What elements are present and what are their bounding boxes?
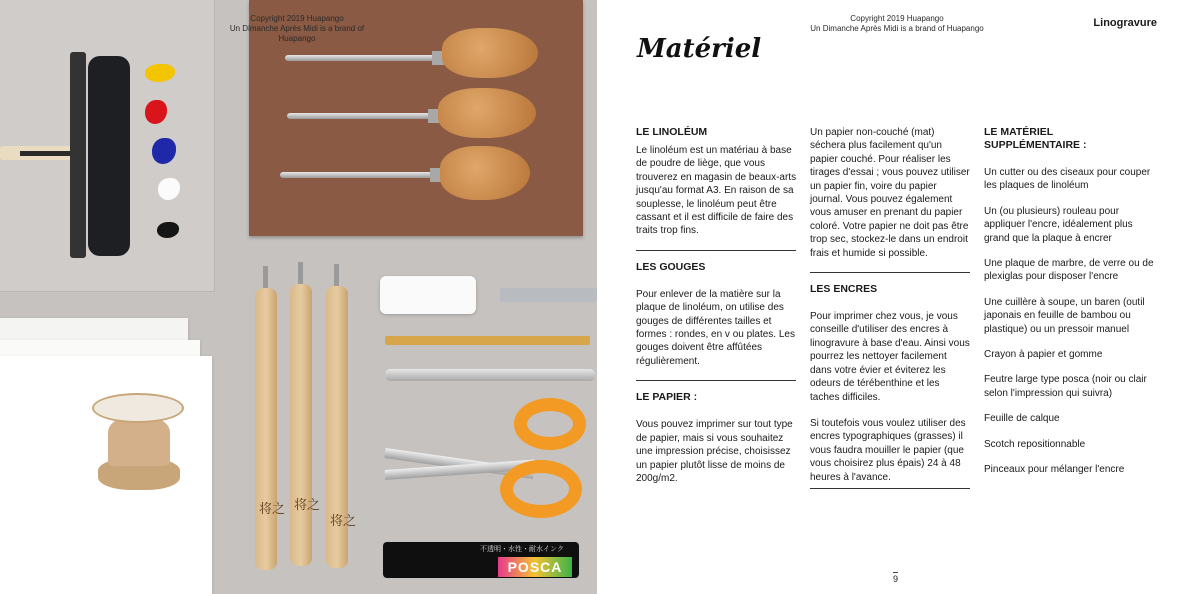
copyright-line: Copyright 2019 Huapango xyxy=(850,14,944,23)
list-item: Un cutter ou des ciseaux pour couper les plaques de linoléum xyxy=(984,167,1151,192)
scalpel xyxy=(385,369,595,381)
section-heading-encres: LES ENCRES xyxy=(810,283,878,296)
carving-tool-tip xyxy=(298,262,303,284)
scissors-handle xyxy=(514,398,586,450)
list-item: Feutre large type posca (noir ou clair selon l'impression qui suivra) xyxy=(984,374,1147,399)
column-1 xyxy=(636,126,798,485)
list-item: Feuille de calque xyxy=(984,413,1060,425)
list-item: Scotch repositionnable xyxy=(984,438,1086,450)
page-title: Matériel xyxy=(637,34,762,64)
copyright-right xyxy=(807,14,987,34)
divider xyxy=(810,272,970,273)
column-2 xyxy=(810,126,970,499)
list-item: Une plaque de marbre, de verre ou de plexiglas pour disposer l'encre xyxy=(984,258,1154,283)
divider xyxy=(636,250,796,251)
gouge-handle xyxy=(438,88,536,138)
list-item: Crayon à papier et gomme xyxy=(984,349,1103,361)
section-heading-materiel: LE MATÉRIEL SUPPLÉMENTAIRE : xyxy=(984,126,1087,151)
section-text-encres: Pour imprimer chez vous, je vous conseille d'utiliser des encres à linogravure à base d'eau. Ainsi vous pourrez les nettoyer facilement dans votre évier et éviterez les odeurs de térébenthine et les taches difficiles. xyxy=(810,311,970,403)
page-number: 9 xyxy=(893,574,899,584)
eraser xyxy=(380,276,476,314)
pen xyxy=(500,288,597,302)
list-item: Une cuillère à soupe, un baren (outil japonais en feuille de bambou ou plastique) ou un pressoir manuel xyxy=(984,296,1145,335)
section-text-papier: Vous pouvez imprimer sur tout type de papier, mais si vous souhaitez une impression précise, choisissez un papier plutôt lisse de moins de 200g/m2. xyxy=(636,419,793,484)
tool-engraving: 将之 xyxy=(330,514,357,529)
copyright-left xyxy=(212,14,382,44)
marker-brand: POSCA xyxy=(498,557,572,577)
gouge-handle xyxy=(440,146,530,200)
running-header: Linogravure xyxy=(1093,17,1157,29)
carving-tool-handle xyxy=(290,284,312,566)
gouge-blade xyxy=(285,55,435,61)
tool-engraving: 将之 xyxy=(294,498,321,513)
gouge-blade xyxy=(280,172,432,178)
divider xyxy=(636,380,796,381)
copyright-line: Copyright 2019 Huapango xyxy=(250,14,344,23)
divider xyxy=(810,488,970,489)
tool-engraving: 将之 xyxy=(259,502,286,517)
section-heading-linoleum: LE LINOLÉUM xyxy=(636,126,708,138)
list-item: Un (ou plusieurs) rouleau pour appliquer l'encre, idéalement plus grand que la plaque à encrer xyxy=(984,205,1133,244)
section-text-gouges: Pour enlever de la matière sur la plaque de linoléum, on utilise des gouges de différentes tailles et formes : rondes, en v ou plates. Les gouges doivent être affûtées régulièrement. xyxy=(636,288,795,367)
section-heading-gouges: LES GOUGES xyxy=(636,260,706,273)
roller-frame xyxy=(70,52,86,258)
carving-tool-tip xyxy=(263,266,268,288)
gouge-blade xyxy=(287,113,432,119)
list-item: Pinceaux pour mélanger l'encre xyxy=(984,464,1125,476)
section-text-linoleum: Le linoléum est un matériau à base de poudre de liège, que vous trouverez en magasin de beaux-arts jusqu'au format A3. En raison de sa souplesse, le linoléum peut être cassant et il est difficile de faire des traits trop fins. xyxy=(636,145,797,237)
section-text-encres-2: Si toutefois vous voulez utiliser des encres typographiques (grasses) il vous faudra mouiller le papier (que vous choisirez plus épais) 24 à 48 heures à l'avance. xyxy=(810,417,966,483)
gouge-handle xyxy=(442,28,538,78)
carving-tool-tip xyxy=(334,264,339,286)
copyright-line: Un Dimanche Après Midi is a brand of Huapango xyxy=(810,24,984,33)
marker-small-text: 不透明・水性・耐水インク xyxy=(480,546,564,553)
ink-roller xyxy=(88,56,130,256)
text-page xyxy=(597,0,1193,594)
scissors-handle xyxy=(500,460,582,518)
wooden-cup-top xyxy=(92,393,184,423)
carving-tool-handle xyxy=(255,288,277,570)
section-heading-papier: LE PAPIER : xyxy=(636,391,698,404)
section-text-papier-continued: Un papier non-couché (mat) séchera plus facilement qu'un papier couché. Pour réaliser les tirages d'essai ; vous pouvez utiliser un papier fin, voire du papier journal. Vous pouvez également vous amuser en prenant du papier coloré. Votre papier ne doit pas être trop sec, stockez-le dans un endroit frais et humide si possible. xyxy=(810,127,970,259)
column-3 xyxy=(984,126,1154,489)
pencil xyxy=(385,336,590,345)
copyright-line: Un Dimanche Après Midi is a brand of Huapango xyxy=(229,24,365,43)
wooden-cup-body xyxy=(108,418,170,466)
